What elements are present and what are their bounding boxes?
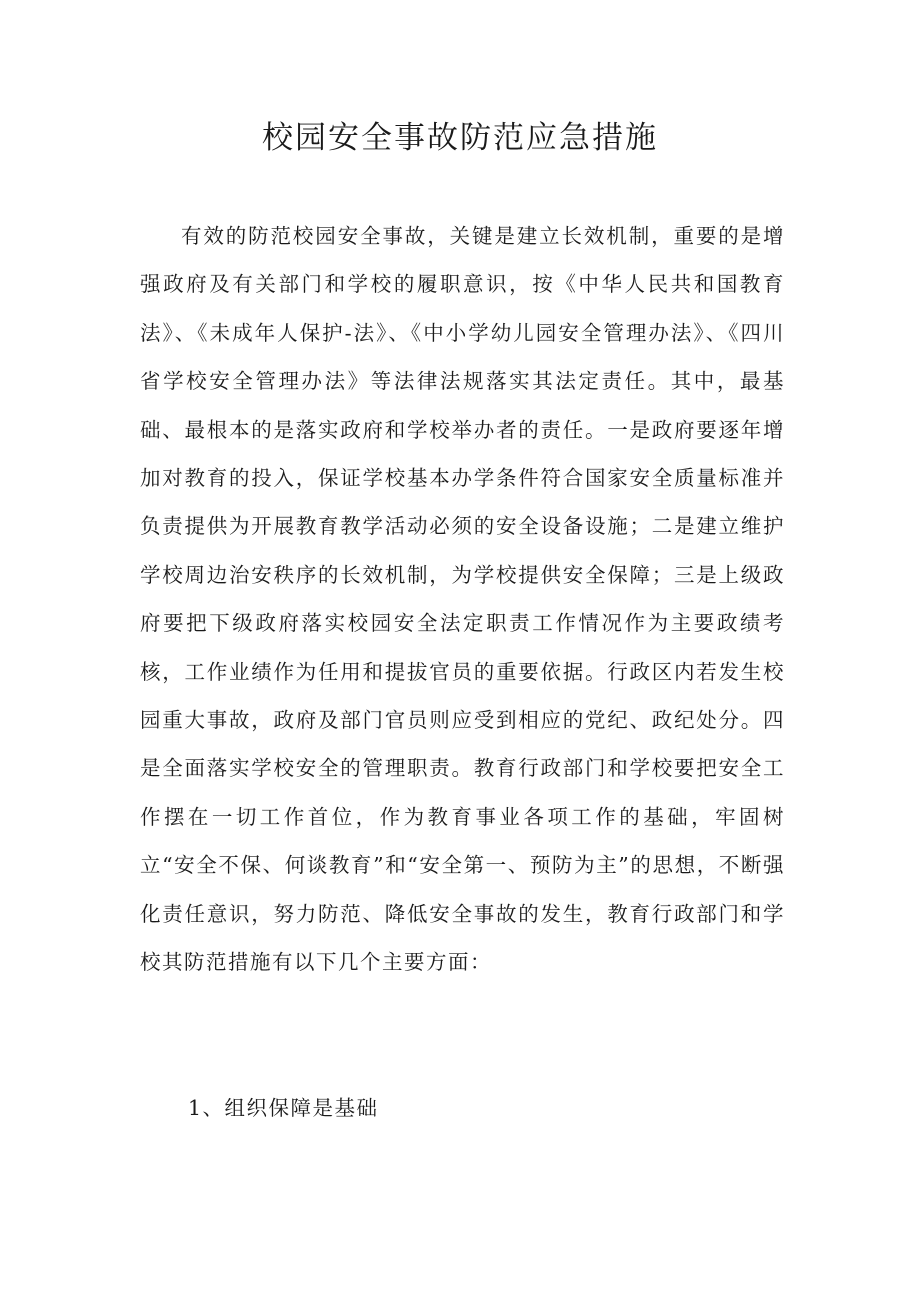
section-heading: 1、组织保障是基础 — [188, 1096, 379, 1120]
body-paragraph: 有效的防范校园安全事故，关键是建立长效机制，重要的是增强政府及有关部门和学校的履职意识，按《中华人民共和国教育法》、《未成年人保护-法》、《中小学幼儿园安全管理办法》、《四川省学校安全管理办法》等法律法规落实其法定责任。其中，最基础、最根本的是落实政府和学校举办者的责任。一是政府要逐年增加对教育的投入，保证学校基本办学条件符合国家安全质量标准并负责提供为开展教育教学活动必须的安全设备设施；二是建立维护学校周边治安秩序的长效机制，为学校提供安全保障；三是上级政府要把下级政府落实校园安全法定职责工作情况作为主要政绩考核，工作业绩作为任用和提拔官员的重要依据。行政区内若发生校园重大事故，政府及部门官员则应受到相应的党纪、政纪处分。四是全面落实学校安全的管理职责。教育行政部门和学校要把安全工作摆在一切工作首位，作为教育事业各项工作的基础，牢固树立“安全不保、何谈教育”和“安全第一、预防为主”的思想，不断强化责任意识，努力防范、降低安全事故的发生，教育行政部门和学校其防范措施有以下几个主要方面： — [140, 224, 785, 975]
document-title: 校园安全事故防范应急措施 — [262, 120, 658, 156]
